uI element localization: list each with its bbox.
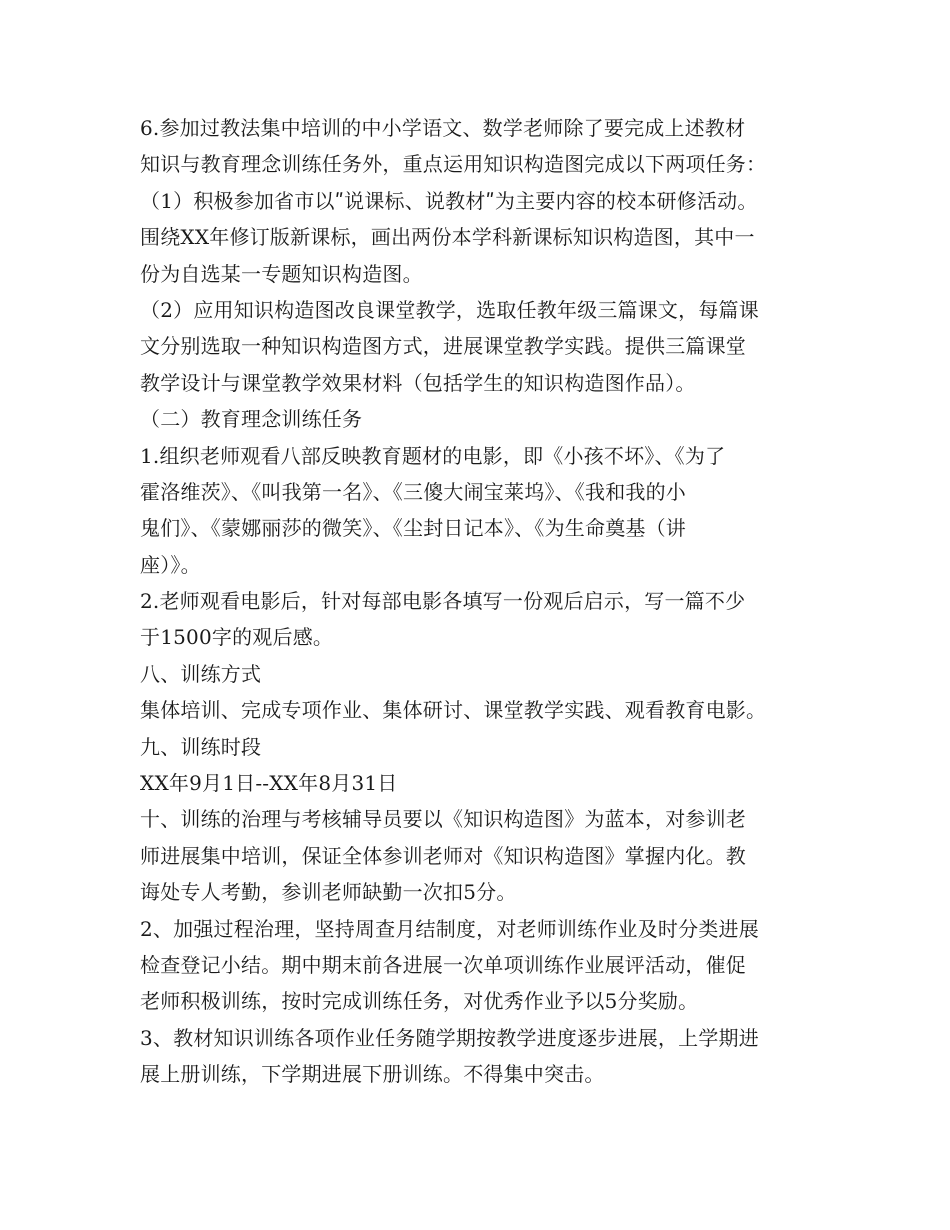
text-line: 文分别选取一种知识构造图方式，进展课堂教学实践。提供三篇课堂	[140, 334, 746, 359]
text-line: 检查登记小结。期中期末前各进展一次单项训练作业展评活动，催促	[140, 952, 746, 977]
text-line: 十、训练的治理与考核辅导员要以《知识构造图》为蓝本，对参训老	[140, 807, 746, 832]
text-line: （1）积极参加省市以ʺ说课标、说教材ʺ为主要内容的校本研修活动。	[140, 188, 758, 213]
text-line: 鬼们》、《蒙娜丽莎的微笑》、《尘封日记本》、《为生命奠基（讲	[140, 516, 686, 541]
text-line: 诲处专人考勤，参训老师缺勤一次扣5分。	[140, 880, 517, 905]
text-line: 2.老师观看电影后，针对每部电影各填写一份观后启示，写一篇不少	[140, 589, 746, 614]
text-line: 1.组织老师观看八部反映教育题材的电影，即《小孩不坏》、《为了	[140, 443, 726, 468]
section-heading: 九、训练时段	[140, 734, 262, 759]
text-line: 6.参加过教法集中培训的中小学语文、数学老师除了要完成上述教材	[140, 116, 746, 140]
text-line: 3、教材知识训练各项作业任务随学期按教学进度逐步进展，上学期进	[140, 1025, 759, 1050]
text-line: XX年9月1日--XX年8月31日	[140, 771, 398, 796]
text-line: （2）应用知识构造图改良课堂教学，选取任教年级三篇课文，每篇课	[140, 297, 759, 322]
text-line: 老师积极训练，按时完成训练任务，对优秀作业予以5分奖励。	[140, 989, 699, 1014]
text-line: 集体培训、完成专项作业、集体研讨、课堂教学实践、观看教育电影。	[140, 698, 767, 723]
text-line: 霍洛维茨》、《叫我第一名》、《三傻大闹宝莱坞》、《我和我的小	[140, 479, 686, 504]
text-line: 教学设计与课堂教学效果材料（包括学生的知识构造图作品）。	[140, 370, 696, 395]
text-line: 于1500字的观后感。	[140, 625, 334, 650]
section-heading: 八、训练方式	[140, 661, 262, 686]
text-line: 师进展集中培训，保证全体参训老师对《知识构造图》掌握内化。教	[140, 843, 746, 868]
section-heading: （二）教育理念训练任务	[140, 407, 363, 432]
text-line: 展上册训练，下学期进展下册训练。不得集中突击。	[140, 1062, 605, 1087]
text-line: 围绕XX年修订版新课标，画出两份本学科新课标知识构造图，其中一	[140, 225, 755, 250]
document-body	[140, 110, 820, 1093]
text-line: 知识与教育理念训练任务外，重点运用知识构造图完成以下两项任务：	[140, 152, 767, 177]
text-line: 座）》。	[140, 552, 201, 577]
text-line: 份为自选某一专题知识构造图。	[140, 261, 423, 286]
text-line: 2、加强过程治理，坚持周查月结制度，对老师训练作业及时分类进展	[140, 916, 759, 941]
